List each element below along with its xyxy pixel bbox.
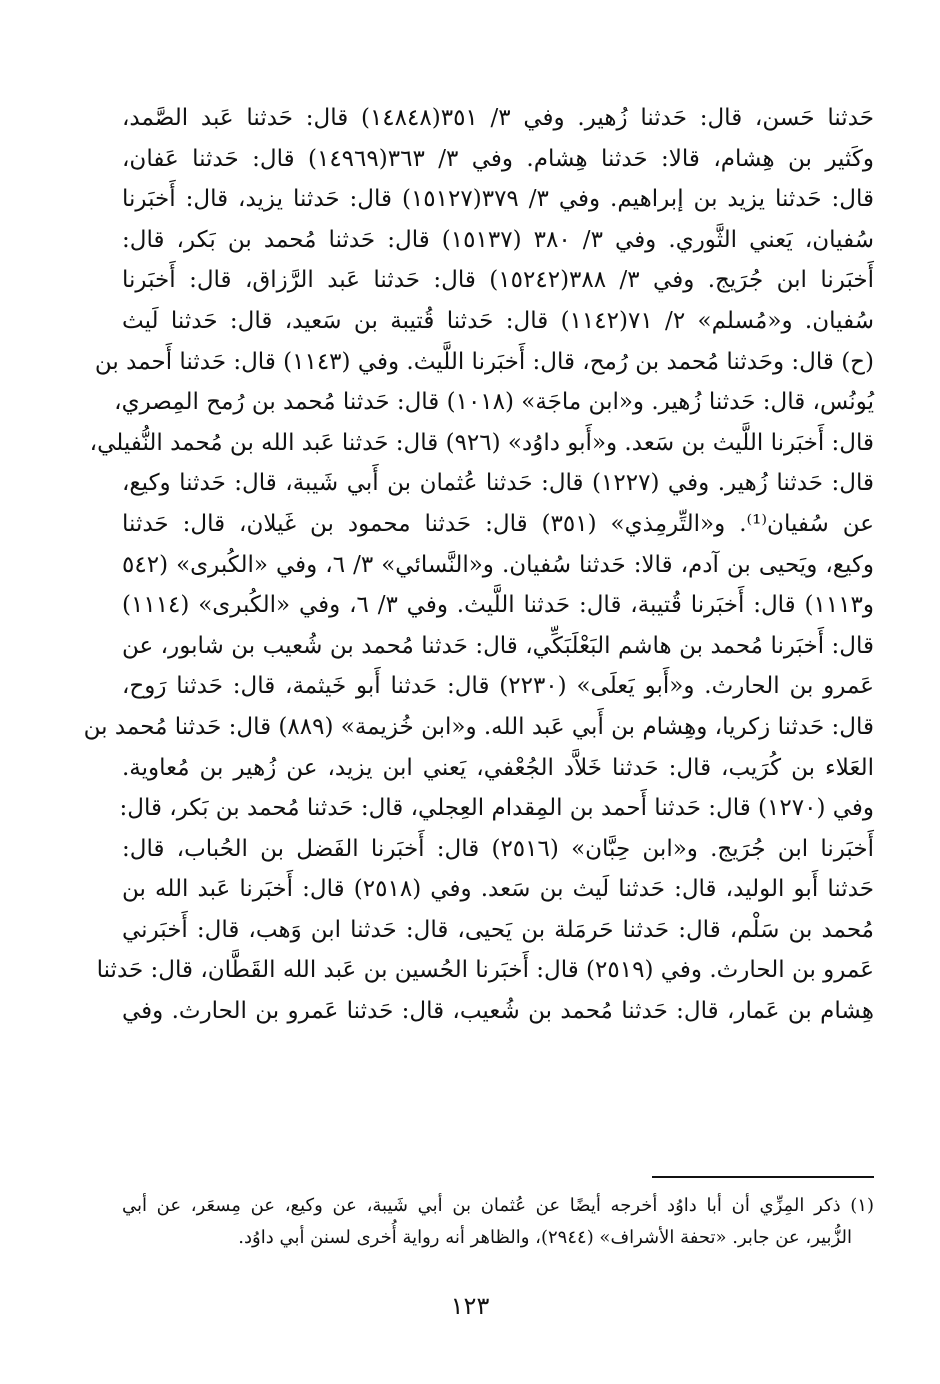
text-line-6: سُفيان. و«مُسلم» ٢/ ٧١(١١٤٢) قال: حَدثنا قُتيبة بن سَعيد، قال: حَدثنا لَيث <box>122 307 874 334</box>
page-number: ١٢٣ <box>450 1292 490 1320</box>
text-line-22: عَمرو بن الحارث. وفي (٢٥١٩) قال: أَخبَرنا الحُسين بن عَبد الله القَطَّان، قال: حَدثنا <box>96 957 874 984</box>
footnote-separator <box>652 1176 874 1178</box>
text-line-3: قال: حَدثنا يزيد بن إبراهيم. وفي ٣/ ٣٧٩(١٥١٢٧) قال: حَدثنا يزيد، قال: أَخبَرنا <box>122 186 875 213</box>
text-line-17: العَلاء بن كُرَيب، قال: حَدثنا خَلاَّد الجُعْفي، يَعني ابن يزيد، عن زُهير بن مُعاوية. <box>122 754 874 781</box>
text-line-11: عن سُفيان⁽¹⁾. و«التِّرمِذي» (٣٥١) قال: حَدثنا محمود بن غَيلان، قال: حَدثنا <box>122 510 875 537</box>
main-text <box>83 98 875 1032</box>
footnote-line-1: (١) ذكر المِزِّي أن أبا داوُد أخرجه أيضًا عن عُثمان بن أبي شَيبة، عن وكيع، عن مِسعَر، عن أبي <box>122 1195 874 1216</box>
text-line-4: سُفيان، يَعني الثَّوري. وفي ٣/ ٣٨٠ (١٥١٣٧) قال: حَدثنا مُحمد بن بَكر، قال: <box>122 226 874 253</box>
text-line-8: يُونُس، قال: حَدثنا زُهير. و«ابن ماجَة» (١٠١٨) قال: حَدثنا مُحمد بن رُمح المِصري، <box>114 389 874 416</box>
text-line-2: وكَثير بن هِشام، قالا: حَدثنا هِشام. وفي ٣/ ٣٦٣(١٤٩٦٩) قال: حَدثنا عَفان، <box>122 145 874 172</box>
text-line-16: قال: حَدثنا زكريا، وهِشام بن أَبي عَبد الله. و«ابن خُزيمة» (٨٨٩) قال: حَدثنا مُحمد بن <box>83 713 874 740</box>
text-line-9: قال: أَخبَرنا اللَّيث بن سَعد. و«أَبو داوُد» (٩٢٦) قال: حَدثنا عَبد الله بن مُحمد النُّفيلي، <box>89 429 874 456</box>
text-line-7: (ح) قال: وحَدثنا مُحمد بن رُمح، قال: أَخبَرنا اللَّيث. وفي (١١٤٣) قال: حَدثنا أَحمد بن <box>94 348 874 375</box>
text-line-15: عَمرو بن الحارث. و«أَبو يَعلَى» (٢٢٣٠) قال: حَدثنا أَبو خَيثمة، قال: حَدثنا رَوح، <box>122 673 874 700</box>
text-line-1: حَدثنا حَسن، قال: حَدثنا زُهير. وفي ٣/ ٣٥١(١٤٨٤٨) قال: حَدثنا عَبد الصَّمد، <box>122 105 874 131</box>
text-line-21: مُحمد بن سَلْم، قال: حَدثنا حَرمَلة بن يَحيى، قال: حَدثنا ابن وَهب، قال: أَخبَرني <box>122 916 874 943</box>
text-line-18: وفي (١٢٧٠) قال: حَدثنا أَحمد بن المِقدام العِجلي، قال: حَدثنا مُحمد بن بَكر، قال: <box>119 795 874 822</box>
text-line-20: حَدثنا أَبو الوليد، قال: حَدثنا لَيث بن سَعد. وفي (٢٥١٨) قال: أَخبَرنا عَبد الله بن <box>122 876 874 903</box>
text-line-5: أَخبَرنا ابن جُرَيج. وفي ٣/ ٣٨٨(١٥٢٤٢) قال: حَدثنا عَبد الرَّزاق، قال: أَخبَرنا <box>122 267 874 294</box>
text-line-13: و١١١٣) قال: أَخبَرنا قُتيبة، قال: حَدثنا اللَّيث. وفي ٣/ ٦، وفي «الكُبرى» (١١١٤) <box>122 592 875 619</box>
footnotes <box>122 1190 874 1254</box>
footnote-line-2: الزُّبير، عن جابر. «تحفة الأشراف» (٢٩٤٤)، والظاهر أنه رواية أُخرى لسنن أبي داوُد. <box>238 1227 852 1248</box>
text-line-10: قال: حَدثنا زُهير. وفي (١٢٢٧) قال: حَدثنا عُثمان بن أَبي شَيبة، قال: حَدثنا وكيع، <box>122 470 874 497</box>
text-line-14: قال: أَخبَرنا مُحمد بن هاشم البَعْلَبَكِّي، قال: حَدثنا مُحمد بن شُعيب بن شابور، عن <box>122 632 874 659</box>
text-line-23: هِشام بن عَمار، قال: حَدثنا مُحمد بن شُعيب، قال: حَدثنا عَمرو بن الحارث. وفي <box>122 998 874 1025</box>
text-line-19: أَخبَرنا ابن جُرَيج. و«ابن حِبَّان» (٢٥١٦) قال: أَخبَرنا الفَضل بن الحُباب، قال: <box>122 835 874 862</box>
text-line-12: وكيع، ويَحيى بن آدم، قالا: حَدثنا سُفيان. و«النَّسائي» ٣/ ٦، وفي «الكُبرى» (٥٤٢ <box>122 551 875 578</box>
